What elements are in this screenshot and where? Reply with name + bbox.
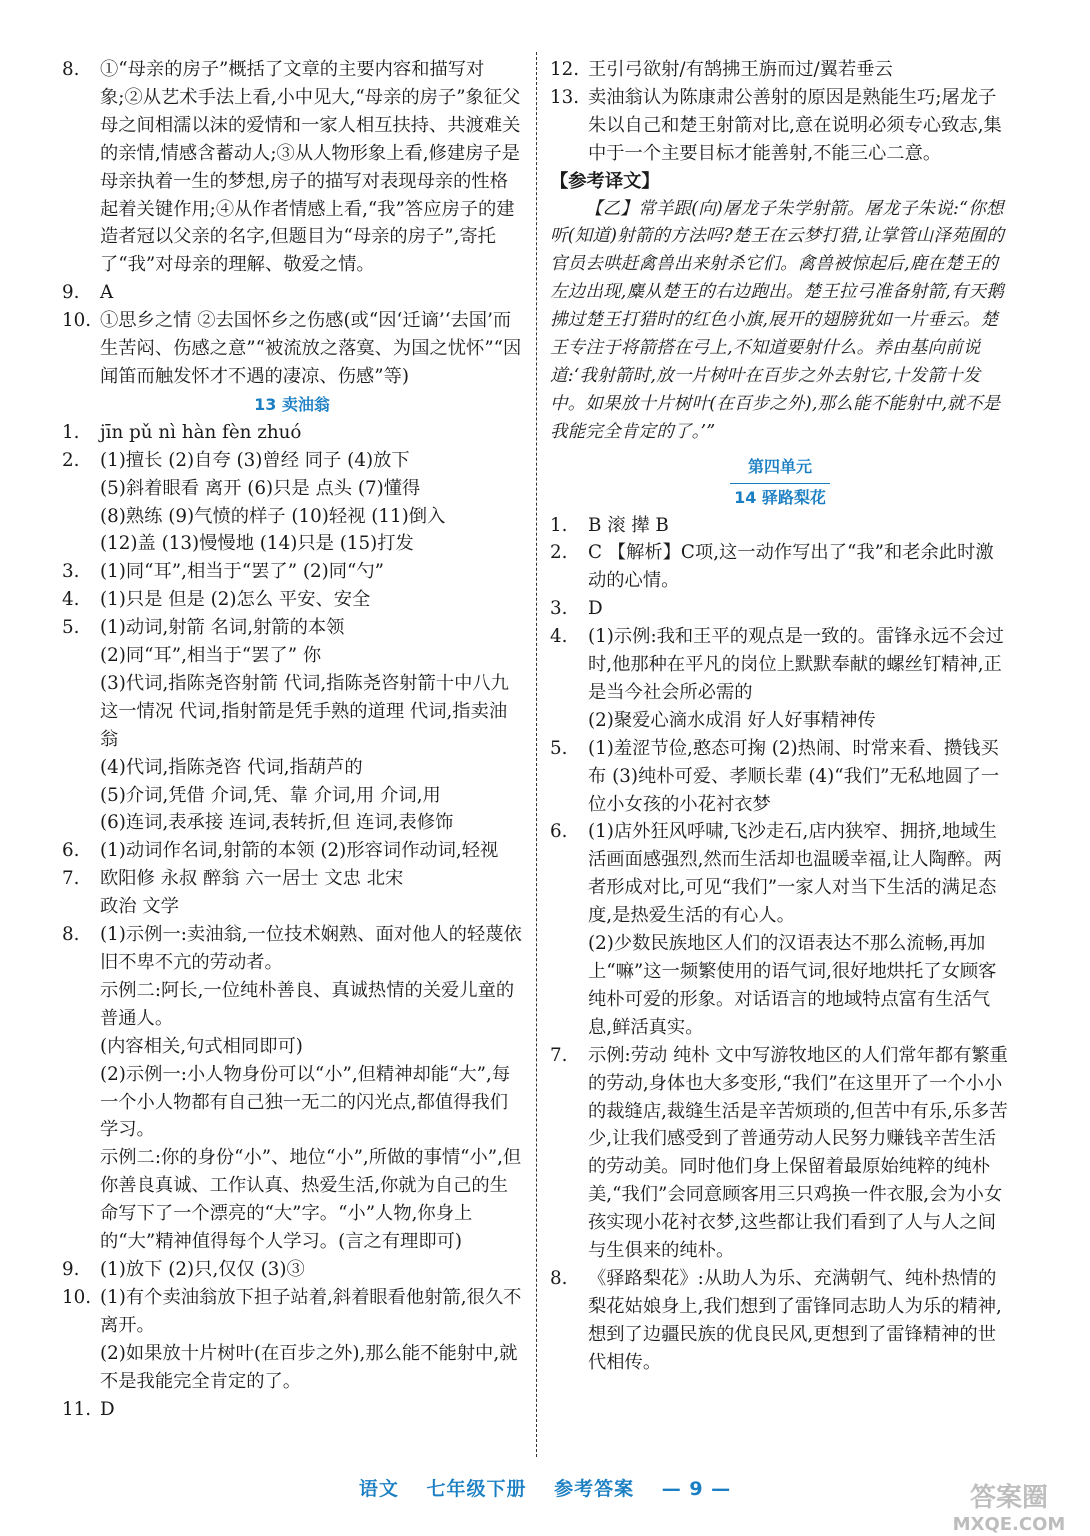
answer-body xyxy=(100,558,522,586)
answer-item xyxy=(62,56,522,279)
answer-body xyxy=(100,307,522,391)
answer-line: 卖油翁认为陈康肃公善射的原因是熟能生巧;屠龙子朱以自己和楚王射箭对比,意在说明必须专心致志,集中于一个主要目标才能善射,不能三心二意。 xyxy=(588,86,1002,164)
answer-line: 《驿路梨花》:从助人为乐、充满朝气、纯朴热情的梨花姑娘身上,我们想到了雷锋同志助人为乐的精神,想到了边疆民族的优良民风,更想到了雷锋精神的世代相传。 xyxy=(588,1267,1002,1373)
answer-number: 8. xyxy=(550,1267,568,1289)
answer-line: D xyxy=(588,598,603,620)
answer-number: 3. xyxy=(62,561,80,583)
answer-number: 5. xyxy=(550,737,568,759)
answer-line: ①思乡之情 ②去国怀乡之伤感(或“因‘迁谪’‘去国’而生苦闷、伤感之意”“被流放之落寞、为国之忧怀”“因闻笛而触发怀才不遇的凄凉、伤感”等) xyxy=(100,310,522,387)
answer-body xyxy=(100,419,522,447)
answer-item xyxy=(62,558,522,586)
answer-number: 11. xyxy=(62,1398,92,1420)
answer-line: (2)聚爱心滴水成涓 好人好事精神传 xyxy=(588,709,876,731)
translation-text: 【乙】常羊跟(向)屠龙子朱学射箭。屠龙子朱说:“你想听(知道)射箭的方法吗?楚王在云梦打猎,让掌管山泽苑囿的官员去哄赶禽兽出来射杀它们。禽兽被惊起后,鹿在楚王的左边出现,麋从楚王的右边跑出。楚王拉弓准备射箭,有天鹅拂过楚王打猎时的红色小旗,展开的翅膀犹如一片垂云。楚王专注于将箭搭在弓上,不知道要射什么。养由基向前说道:‘我射箭时,放一片树叶在百步之外去射它,十发箭十发中。如果放十片树叶(在百步之外),那么能不能射中,就不是我能完全肯定的了。’” xyxy=(550,198,1005,442)
answer-line: jīn pǔ nì hàn fèn zhuó xyxy=(100,421,302,443)
answer-line: (1)示例:我和王平的观点是一致的。雷锋永远不会过时,他那种在平凡的岗位上默默奉献的螺丝钉精神,正是当今社会所必需的 xyxy=(588,626,1004,703)
answer-line: (5)介词,凭借 介词,凭、靠 介词,用 介词,用 xyxy=(100,784,441,806)
answer-body xyxy=(100,56,522,279)
answer-line: (4)代词,指陈尧咨 代词,指葫芦的 xyxy=(100,756,363,778)
reference-translation-heading: 【参考译文】 xyxy=(550,170,660,192)
answer-line: (内容相关,句式相同即可) xyxy=(100,1035,303,1057)
answer-body xyxy=(100,1396,522,1424)
answer-item xyxy=(550,539,1010,595)
answer-number: 6. xyxy=(550,821,568,843)
answer-number: 2. xyxy=(550,542,568,564)
answer-line: (2)示例一:小人物身份可以“小”,但精神却能“大”,每一个小人物都有自己独一无二的闪光点,都值得我们学习。 xyxy=(100,1063,511,1141)
answer-body xyxy=(100,614,522,837)
answer-line: ①“母亲的房子”概括了文章的主要内容和描写对象;②从艺术手法上看,小中见大,“母亲的房子”象征父母之间相濡以沫的爱情和一家人相互扶持、共渡难关的亲情,情感含蓄动人;③从人物形象上看,修建房子是母亲执着一生的梦想,房子的描写对表现母亲的性格起着关键作用;④从作者情感上看,“我”答应房子的建造者冠以父亲的名字,但题目为“母亲的房子”,寄托了“我”对母亲的理解、敬爱之情。 xyxy=(100,59,521,276)
answer-item xyxy=(550,84,1010,168)
answer-body xyxy=(588,818,1010,1041)
answer-body xyxy=(100,921,522,1256)
answer-number: 9. xyxy=(62,282,80,304)
answer-number: 8. xyxy=(62,59,80,80)
answer-item xyxy=(62,837,522,865)
answer-number: 10. xyxy=(62,1286,92,1308)
answer-line: (6)连词,表承接 连词,表转折,但 连词,表修饰 xyxy=(100,812,454,834)
answer-line: 示例:劳动 纯朴 文中写游牧地区的人们常年都有繁重的劳动,身体也大多变形,“我们”在这里开了一个小小的裁缝店,裁缝生活是辛苦烦琐的,但苦中有乐,乐多苦少,让我们感受到了普通劳动人民努力赚钱辛苦生活的劳动美。同时他们身上保留着最原始纯粹的纯朴美,“我们”会同意顾客用三只鸡换一件衣服,会为小女孩实现小花衬衣梦,这些都让我们看到了人与人之间与生俱来的纯朴。 xyxy=(588,1044,1008,1262)
answer-line: (8)熟练 (9)气愤的样子 (10)轻视 (11)倒入 xyxy=(100,505,446,527)
answers-lesson-13 xyxy=(62,419,522,1424)
answer-number: 7. xyxy=(550,1044,568,1066)
answer-body xyxy=(588,1042,1010,1265)
answer-line: 示例二:阿长,一位纯朴善良、真诚热情的关爱儿童的普通人。 xyxy=(100,979,515,1029)
answer-number: 6. xyxy=(62,840,80,862)
answer-body xyxy=(588,84,1010,168)
column-divider xyxy=(536,52,537,1457)
answer-line: (1)动词,射箭 名词,射箭的本领 xyxy=(100,617,345,639)
answer-number: 7. xyxy=(62,868,80,890)
answer-body xyxy=(100,1284,522,1396)
answer-line: (1)羞涩节俭,憨态可掬 (2)热闹、时常来看、攒钱买布 (3)纯朴可爱、孝顺长辈 (4)“我们”无私地圆了一位小女孩的小花衬衣梦 xyxy=(588,737,1000,815)
answer-body xyxy=(588,735,1010,819)
answer-item xyxy=(550,595,1010,623)
answer-item xyxy=(62,419,522,447)
answer-line: 示例二:你的身份“小”、地位“小”,所做的事情“小”,但你善良真诚、工作认真、热爱生活,你就为自己的生命写下了一个漂亮的“大”字。“小”人物,你身上的“大”精神值得每个人学习。(言之有理即可) xyxy=(100,1147,522,1253)
answer-number: 12. xyxy=(550,59,580,80)
answer-number: 10. xyxy=(62,310,92,332)
answer-item xyxy=(550,1042,1010,1265)
answer-item xyxy=(62,447,522,559)
left-column xyxy=(62,56,522,1423)
answer-item xyxy=(62,279,522,307)
answer-line: (1)放下 (2)只,仅仅 (3)③ xyxy=(100,1258,305,1280)
answer-line: (5)斜着眼看 离开 (6)只是 点头 (7)懂得 xyxy=(100,477,421,499)
footer-grade: 七年级下册 xyxy=(426,1478,527,1500)
answer-body xyxy=(588,1265,1010,1377)
answer-line: (2)同“耳”,相当于“罢了” 你 xyxy=(100,645,322,667)
answer-number: 5. xyxy=(62,617,80,639)
answer-item xyxy=(550,623,1010,735)
answer-line: (1)示例一:卖油翁,一位技术娴熟、面对他人的轻蔑依旧不卑不亢的劳动者。 xyxy=(100,924,522,973)
answer-line: A xyxy=(100,282,114,304)
watermark-text-bottom: MXQE.COM xyxy=(952,1514,1066,1534)
answer-line: D xyxy=(100,1398,115,1420)
answer-item xyxy=(62,586,522,614)
answer-item xyxy=(62,1284,522,1396)
footer-page-number: — 9 — xyxy=(661,1478,732,1500)
answer-body xyxy=(100,279,522,307)
answer-line: C 【解析】C项,这一动作写出了“我”和老余此时激动的心情。 xyxy=(588,542,994,592)
answer-item xyxy=(62,1256,522,1284)
answer-item xyxy=(550,1265,1010,1377)
answer-line: 政治 文学 xyxy=(100,896,179,918)
answer-number: 4. xyxy=(62,589,80,611)
answer-line: (1)店外狂风呼啸,飞沙走石,店内狭窄、拥挤,地域生活画面感强烈,然而生活却也温暖幸福,让人陶醉。两者形成对比,可见“我们”一家人对当下生活的满足态度,是热爱生活的有心人。 xyxy=(588,821,1002,927)
right-column xyxy=(550,56,1010,1377)
answer-number: 1. xyxy=(62,421,80,443)
answer-line: 欧阳修 永叔 醉翁 六一居士 文忠 北宋 xyxy=(100,868,404,890)
answer-body xyxy=(588,623,1010,735)
answer-line: (2)如果放十片树叶(在百步之外),那么能不能射中,就不是我能完全肯定的了。 xyxy=(100,1342,518,1392)
answer-number: 1. xyxy=(550,514,568,536)
footer-label: 参考答案 xyxy=(554,1478,635,1500)
answer-body xyxy=(100,865,522,921)
answer-body xyxy=(588,539,1010,595)
answers-lesson-12-tail xyxy=(62,56,522,391)
answer-line: (12)盖 (13)慢慢地 (14)只是 (15)打发 xyxy=(100,533,414,555)
answer-body xyxy=(100,1256,522,1284)
answer-item xyxy=(62,1396,522,1424)
page-footer xyxy=(0,1474,1090,1501)
answer-number: 9. xyxy=(62,1258,80,1280)
footer-subject: 语文 xyxy=(358,1478,399,1500)
answer-item xyxy=(62,921,522,1256)
answer-number: 4. xyxy=(550,626,568,648)
unit-4-title xyxy=(550,453,1010,484)
answer-item xyxy=(550,512,1010,540)
answer-number: 3. xyxy=(550,598,568,620)
lesson-13-title: 13 卖油翁 xyxy=(254,394,330,414)
answer-number: 2. xyxy=(62,449,80,471)
answer-body xyxy=(588,56,1010,84)
answer-line: 王引弓欲射/有鹄拂王旃而过/翼若垂云 xyxy=(588,59,893,80)
reference-translation xyxy=(550,196,1010,447)
answer-line: (1)擅长 (2)自夸 (3)曾经 同子 (4)放下 xyxy=(100,449,410,471)
answer-number: 8. xyxy=(62,924,80,946)
answer-line: B 滚 撵 B xyxy=(588,514,669,536)
watermark-logo xyxy=(947,1476,1072,1534)
answer-item xyxy=(550,735,1010,819)
watermark-text-top: 答案圈 xyxy=(969,1483,1049,1513)
answer-item xyxy=(550,56,1010,84)
answer-line: (1)只是 但是 (2)怎么 平安、安全 xyxy=(100,589,371,611)
answer-line: (1)同“耳”,相当于“罢了” (2)同“勺” xyxy=(100,561,385,583)
unit-4-label: 第四单元 xyxy=(730,453,830,484)
answer-body xyxy=(588,512,1010,540)
answer-item xyxy=(550,818,1010,1041)
answer-item xyxy=(62,307,522,391)
lesson-14-title: 14 驿路梨花 xyxy=(734,487,826,507)
answer-line: (3)代词,指陈尧咨射箭 代词,指陈尧咨射箭十中八九这一情况 代词,指射箭是凭手熟的道理 代词,指卖油翁 xyxy=(100,672,509,750)
answer-line: (2)少数民族地区人们的汉语表达不那么流畅,再加上“嘛”这一频繁使用的语气词,很好地烘托了女顾客纯朴可爱的形象。对话语言的地域特点富有生活气息,鲜活真实。 xyxy=(588,933,997,1038)
answer-item xyxy=(62,614,522,837)
answer-body xyxy=(100,586,522,614)
answers-lesson-13-tail xyxy=(550,56,1010,168)
answer-line: (1)动词作名词,射箭的本领 (2)形容词作动词,轻视 xyxy=(100,840,499,862)
answers-lesson-14 xyxy=(550,512,1010,1377)
answer-item xyxy=(62,865,522,921)
answer-number: 13. xyxy=(550,86,580,108)
answer-body xyxy=(588,595,1010,623)
answer-body xyxy=(100,447,522,559)
answer-body xyxy=(100,837,522,865)
answer-line: (1)有个卖油翁放下担子站着,斜着眼看他射箭,很久不离开。 xyxy=(100,1286,522,1336)
